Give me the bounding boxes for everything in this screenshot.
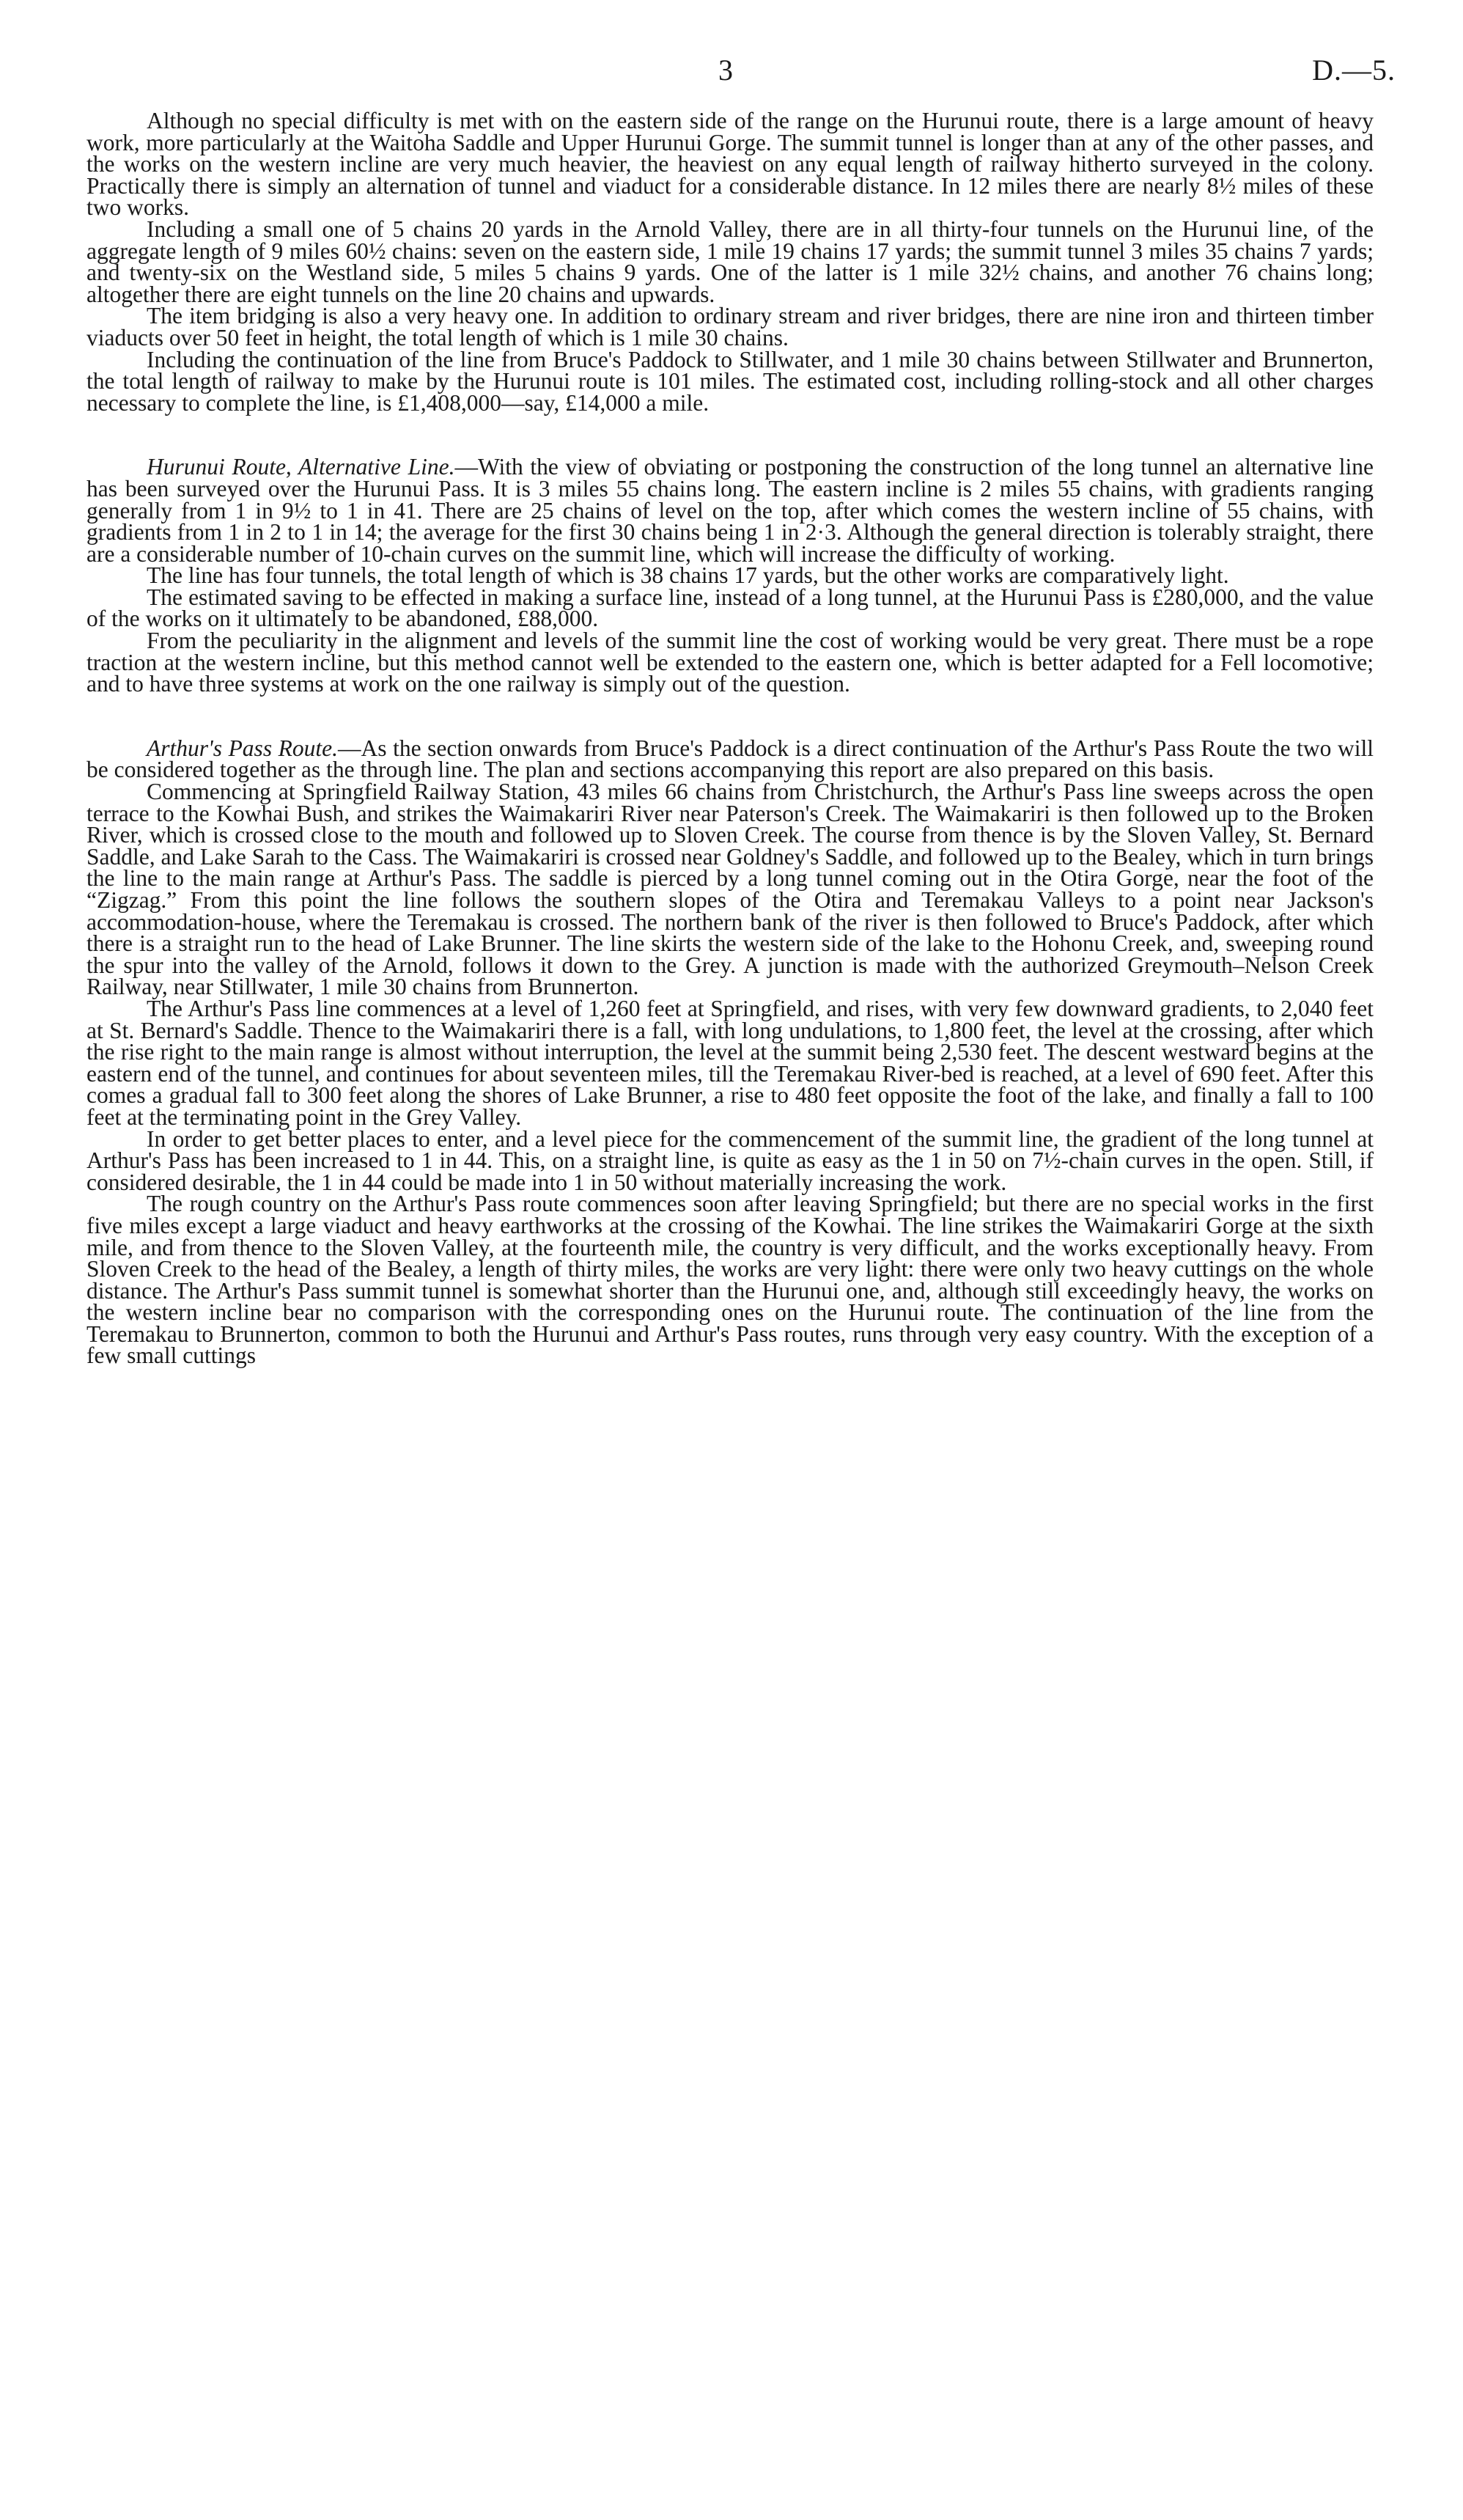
- section-hurunui-alternative: [86, 456, 1374, 565]
- section-arthurs-pass: [86, 735, 1374, 783]
- paragraph-text: Commencing at Springfield Railway Station, 43 miles 66 chains from Christchurch, the Arthur's Pass line sweeps across the open terrace to the Kowhai Bush, and strikes the Waimakariri River near Paterson's Creek. The Waimakariri is then followed up to the Broken River, which is crossed close to the mouth and followed up to Sloven Creek. The course from thence is by the Sloven Valley, St. Bernard Saddle, and Lake Sarah to the Cass. The Waimakariri is crossed near Goldney's Saddle, and followed up to the Bealey, which in turn brings the line to the main range at Arthur's Pass. The saddle is pierced by a long tunnel coming out in the Otira Gorge, near the foot of the “Zigzag.” From this point the line follows the southern slopes of the Otira and Teremakau Valleys to a point near Jackson's accommodation-house, where the Teremakau is crossed. The northern bank of the river is then followed to Bruce's Paddock, after which there is a straight run to the head of Lake Brunner. The line skirts the western side of the lake to the Hohonu Creek, and, sweeping round the spur into the valley of the Arnold, follows it down to the Grey. A junction is made with the authorized Greymouth–Nelson Creek Railway, near Stillwater, 1 mile 30 chains from Brunnerton.: [86, 779, 1374, 1000]
- paragraph: [86, 584, 1374, 632]
- section-heading: Hurunui Route, Alternative Line.: [147, 454, 455, 480]
- paragraph: [86, 218, 1374, 305]
- paragraph: [86, 630, 1374, 695]
- paragraph-text: Including the continuation of the line from Bruce's Paddock to Stillwater, and 1 mile 30 chains between Stillwater and Brunnerton, the total length of railway to make by the Hurunui route is 101 miles. The estimated cost, including rolling-stock and all other charges necessary to complete the line, is £1,408,000—say, £14,000 a mile.: [86, 346, 1374, 416]
- paragraph: [86, 562, 1374, 589]
- paragraph: [86, 995, 1374, 1130]
- paragraph-text: —As the section onwards from Bruce's Paddock is a direct continuation of the Arthur's Pass Route the two will be considered together as the through line. The plan and sections accompanying this report are also prepared on this basis.: [86, 735, 1374, 783]
- paragraph-text: The estimated saving to be effected in making a surface line, instead of a long tunnel, at the Hurunui Pass is £280,000, and the value of the works on it ultimately to be abandoned, £88,000.: [86, 584, 1374, 632]
- paragraph-text: The Arthur's Pass line commences at a level of 1,260 feet at Springfield, and rises, with very few downward gradients, to 2,040 feet at St. Bernard's Saddle. Thence to the Waimakariri there is a fall, with long undulations, to 1,800 feet, the level at the crossing, after which the rise right to the main range is almost without interruption, the level at the summit being 2,530 feet. The descent westward begins at the eastern end of the tunnel, and continues for about seventeen miles, till the Teremakau River-bed is reached, at a level of 690 feet. After this comes a gradual fall to 300 feet along the shores of Lake Brunner, a rise to 480 feet opposite the foot of the lake, and finally a fall to 100 feet at the terminating point in the Grey Valley.: [86, 995, 1374, 1130]
- section-heading: Arthur's Pass Route.: [147, 735, 338, 761]
- paragraph: [86, 781, 1374, 998]
- paragraph: [86, 305, 1374, 348]
- paragraph-text: The line has four tunnels, the total length of which is 38 chains 17 yards, but the other works are comparatively light.: [147, 562, 1229, 589]
- paragraph-text: The rough country on the Arthur's Pass route commences soon after leaving Springfield; but there are no special works in the first five miles except a large viaduct and heavy earthworks at the crossing of the Kowhai. The line strikes the Waimakariri Gorge at the sixth mile, and from thence to the Sloven Valley, at the fourteenth mile, the country is very difficult, and the works exceptionally heavy. From Sloven Creek to the head of the Bealey, a length of thirty miles, the works are very light: there were only two heavy cuttings on the whole distance. The Arthur's Pass summit tunnel is somewhat shorter than the Hurunui one, and, although still exceedingly heavy, the works on the western incline bear no comparison with the corresponding ones on the Hurunui route. The continuation of the line from the Teremakau to Brunnerton, common to both the Hurunui and Arthur's Pass routes, runs through very easy country. With the exception of a few small cuttings: [86, 1191, 1374, 1369]
- paragraph: [86, 108, 1374, 221]
- report-body: [86, 110, 1374, 1367]
- paragraph-text: From the peculiarity in the alignment and levels of the summit line the cost of working would be very great. There must be a rope traction at the western incline, but this method cannot well be extended to the eastern one, which is better adapted for a Fell locomotive; and to have three systems at work on the one railway is simply out of the question.: [86, 628, 1374, 697]
- paragraph: [86, 1125, 1374, 1195]
- document-reference: D.—5.: [1312, 54, 1396, 87]
- paragraph-text: Including a small one of 5 chains 20 yards in the Arnold Valley, there are in all thirty-four tunnels on the Hurunui line, of the aggregate length of 9 miles 60½ chains: seven on the eastern side, 1 mile 19 chains 17 yards; the summit tunnel 3 miles 35 chains 7 yards; and twenty-six on the Westland side, 5 miles 5 chains 9 yards. One of the latter is 1 mile 32½ chains, and another 76 chains long; altogether there are eight tunnels on the line 20 chains and upwards.: [86, 216, 1374, 307]
- paragraph-text: —With the view of obviating or postponing the construction of the long tunnel an alternative line has been surveyed over the Hurunui Pass. It is 3 miles 55 chains long. The eastern incline is 2 miles 55 chains, with gradients ranging generally from 1 in 9½ to 1 in 41. There are 25 chains of level on the top, after which comes the western incline of 55 chains, with gradients from 1 in 2 to 1 in 14; the average for the first 30 chains being 1 in 2·3. Although the general direction is tolerably straight, there are a considerable number of 10-chain curves on the summit line, which will increase the difficulty of working.: [86, 454, 1374, 567]
- paragraph-text: Although no special difficulty is met with on the eastern side of the range on the Hurunui route, there is a large amount of heavy work, more particularly at the Waitoha Saddle and Upper Hurunui Gorge. The summit tunnel is longer than at any of the other passes, and the works on the western incline are very much heavier, the heaviest on any equal length of railway hitherto surveyed in the colony. Practically there is simply an alternation of tunnel and viaduct for a considerable distance. In 12 miles there are nearly 8½ miles of these two works.: [86, 108, 1374, 221]
- page-number: 3: [718, 54, 734, 87]
- paragraph: [86, 1193, 1374, 1367]
- paragraph-text: The item bridging is also a very heavy one. In addition to ordinary stream and river bridges, there are nine iron and thirteen timber viaducts over 50 feet in height, the total length of which is 1 mile 30 chains.: [86, 303, 1374, 350]
- paragraph-text: In order to get better places to enter, and a level piece for the commencement of the summit line, the gradient of the long tunnel at Arthur's Pass has been increased to 1 in 44. This, on a straight line, is quite as easy as the 1 in 50 on 7½-chain curves in the open. Still, if considered desirable, the 1 in 44 could be made into 1 in 50 without materially increasing the work.: [86, 1125, 1374, 1195]
- paragraph: [86, 346, 1374, 416]
